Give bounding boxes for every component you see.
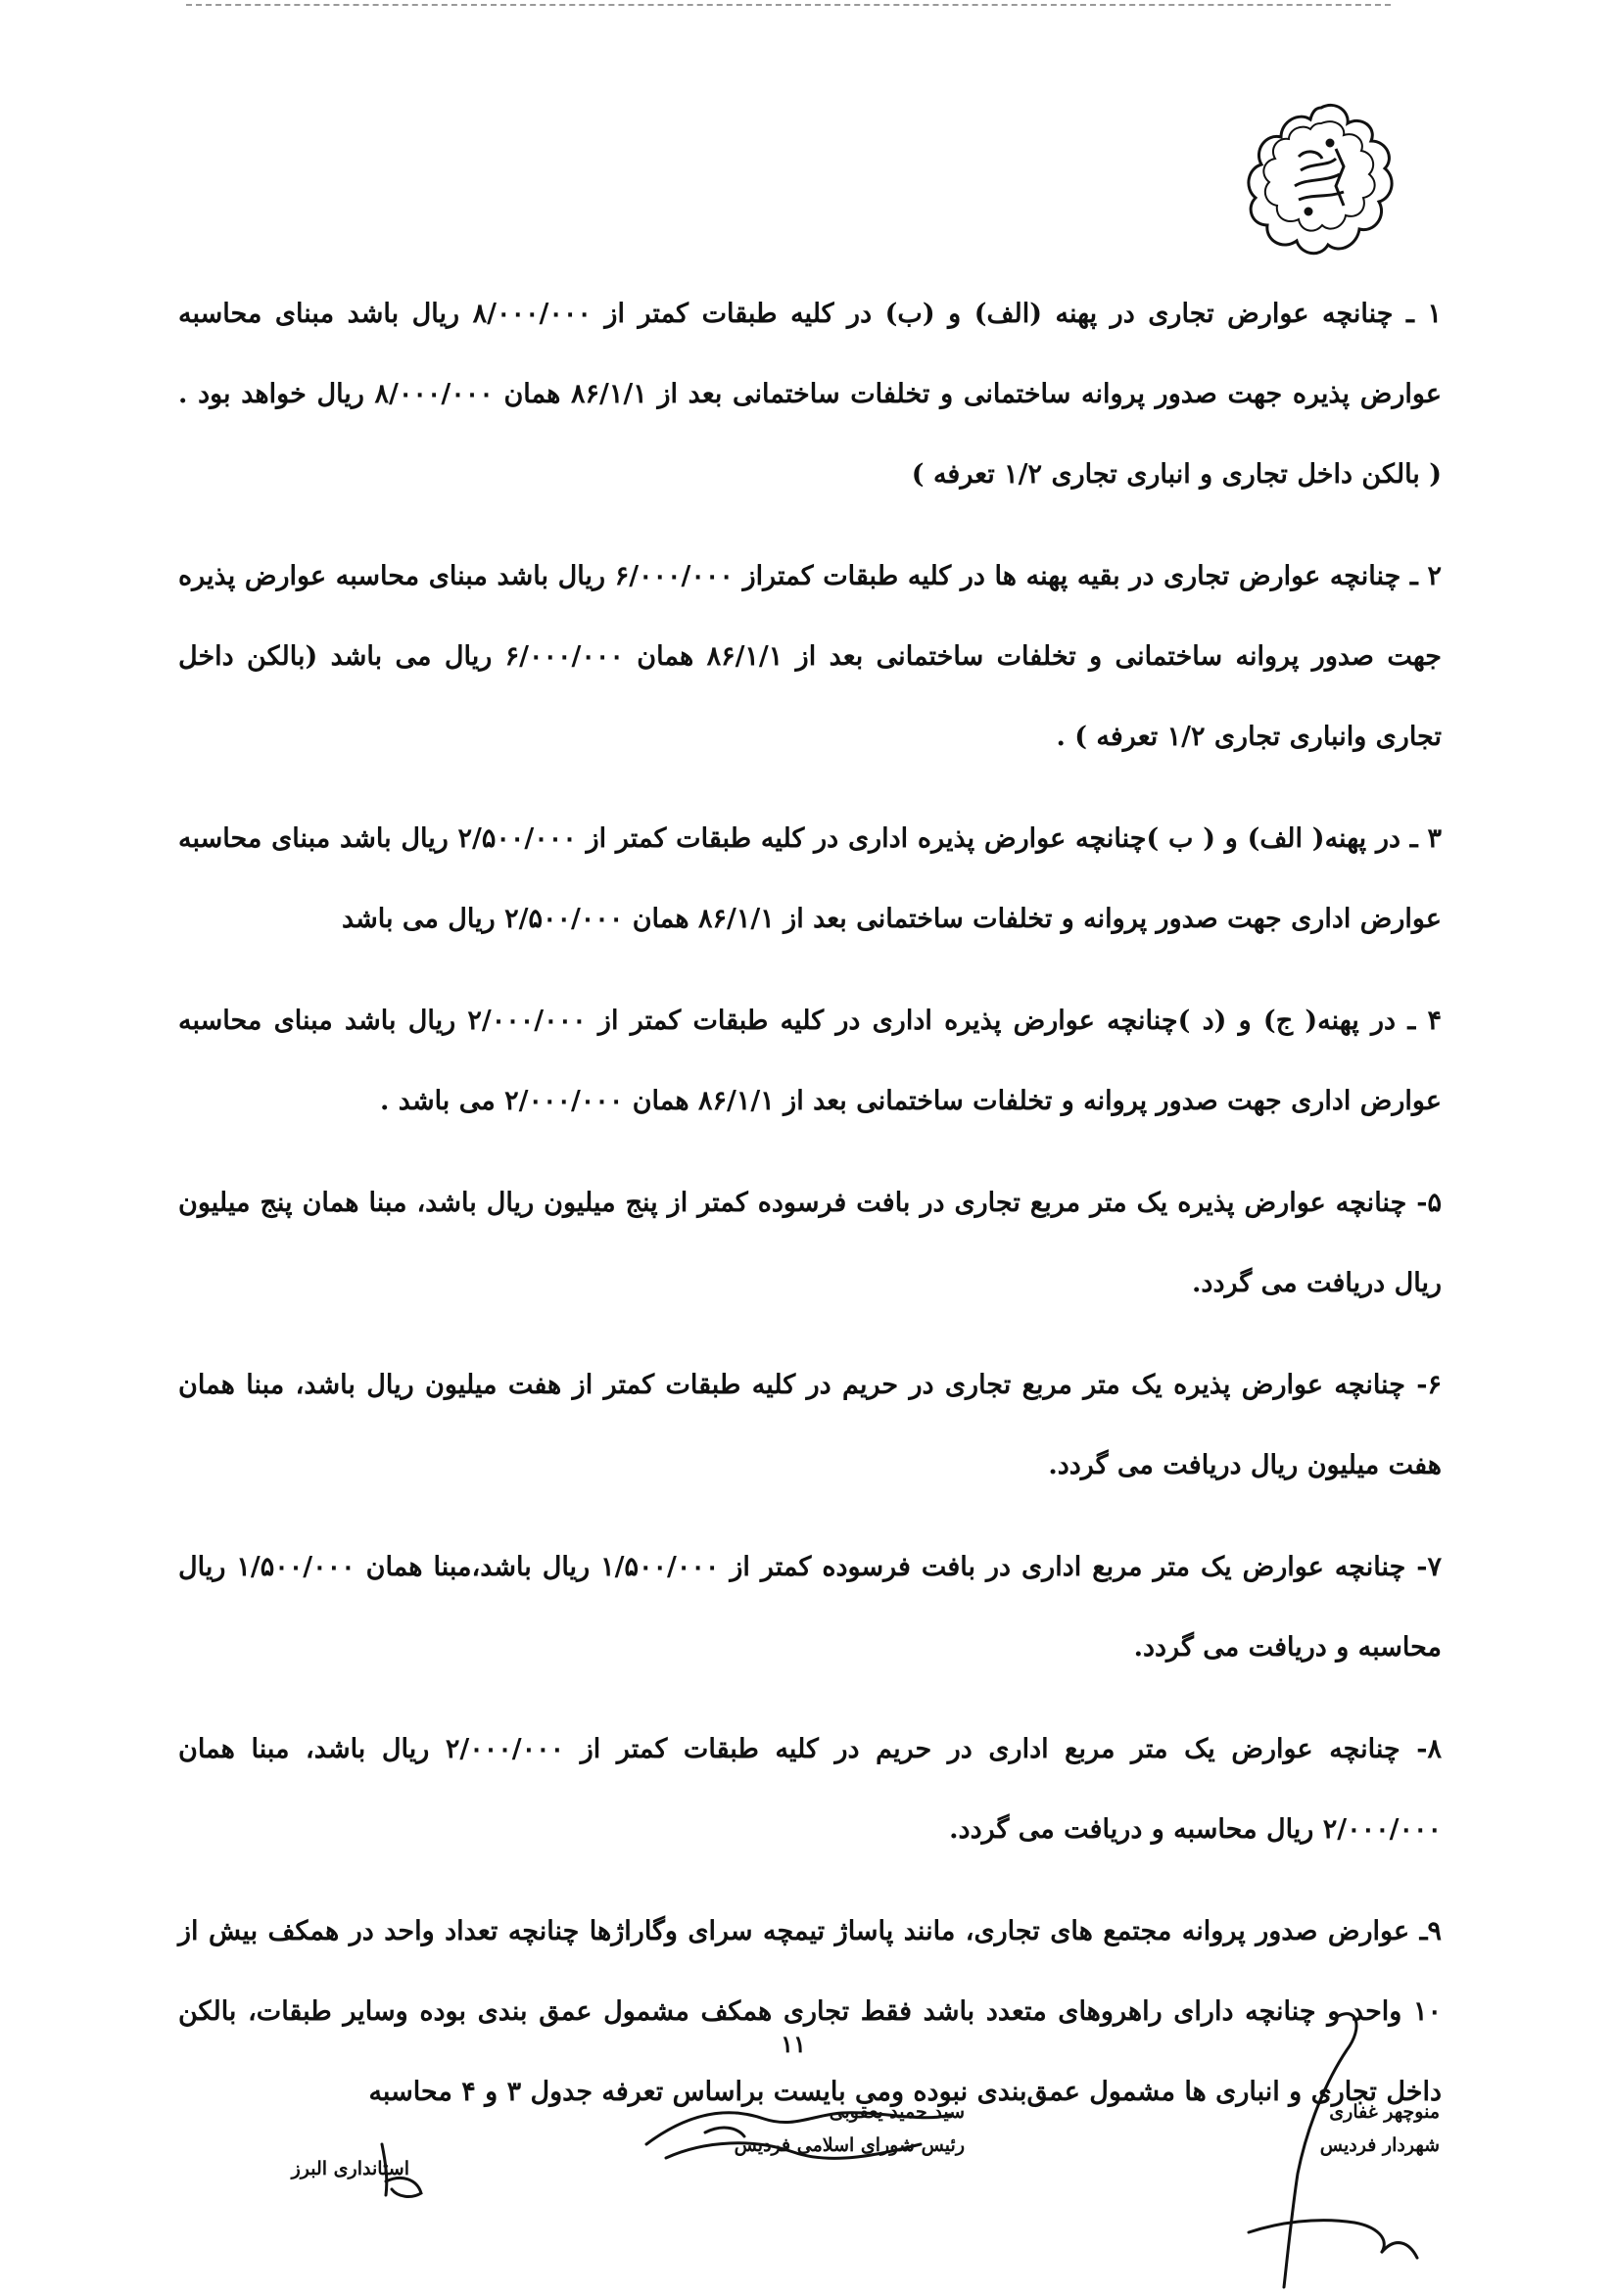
clause-1: ۱ ـ چنانچه عوارض تجاری در پهنه (الف) و (ب) در کلیه طبقات کمتر از ۸/۰۰۰/۰۰۰ ریال باشد مبنای محاسبه عوارض پذیره جهت صدور پروانه ساختمانی و تخلفات ساختمانی بعد از ۸۶/۱/۱ همان ۸/۰۰۰/۰۰۰ ریال خواهد بود . ( بالکن داخل تجاری و انباری تجاری ۱/۲ تعرفه ) bbox=[178, 299, 1442, 490]
council-chair-name: سید حمید یعقوبی bbox=[829, 2101, 965, 2123]
clause-3: ۳ ـ در پهنه( الف) و ( ب )چنانچه عوارض پذیره اداری در کلیه طبقات کمتر از ۲/۵۰۰/۰۰۰ ریال باشد مبنای محاسبه عوارض اداری جهت صدور پروانه و تخلفات ساختمانی بعد از ۸۶/۱/۱ همان ۲/۵۰۰/۰۰۰ ریال می باشد bbox=[178, 823, 1442, 934]
municipality-seal-icon bbox=[1242, 98, 1400, 262]
mayor-signature-block bbox=[1244, 2095, 1440, 2162]
clause-4: ۴ ـ در پهنه( ج) و (د )چنانچه عوارض پذیره اداری در کلیه طبقات کمتر از ۲/۰۰۰/۰۰۰ ریال باشد مبنای محاسبه عوارض اداری جهت صدور پروانه و تخلفات ساختمانی بعد از ۸۶/۱/۱ همان ۲/۰۰۰/۰۰۰ می باشد . bbox=[178, 1006, 1442, 1116]
scan-top-border bbox=[186, 4, 1391, 6]
clause-5: ۵- چنانچه عوارض پذیره یک متر مربع تجاری در بافت فرسوده کمتر از پنج میلیون ریال باشد، مبنا همان پنج میلیون ریال دریافت می گردد. bbox=[178, 1188, 1442, 1298]
clause-6: ۶- چنانچه عوارض پذیره یک متر مربع تجاری در حریم در کلیه طبقات کمتر از هفت میلیون ریال باشد، مبنا همان هفت میلیون ریال دریافت می گردد. bbox=[178, 1370, 1442, 1480]
page-number: ۱۱ bbox=[781, 2030, 806, 2058]
council-chair-title: رئیس شورای اسلامی فردیس bbox=[734, 2134, 965, 2156]
governor-signature-block bbox=[184, 2152, 409, 2185]
clause-8: ۸- چنانچه عوارض یک متر مربع اداری در حریم در کلیه طبقات کمتر از ۲/۰۰۰/۰۰۰ ریال باشد، مبنا همان ۲/۰۰۰/۰۰۰ ریال محاسبه و دریافت می گردد. bbox=[178, 1734, 1442, 1845]
mayor-title: شهردار فردیس bbox=[1319, 2134, 1440, 2156]
clause-9: ۹ـ عوارض صدور پروانه مجتمع های تجاری، مانند پاساژ تیمچه سرای وگاراژها چنانچه تعداد واحد در همکف بیش از ۱۰ واحد و چنانچه دارای راهروهای متعدد باشد فقط تجاری همکف مشمول عمق بندی بوده وسایر طبقات، بالکن داخل تجاری و انباری ها مشمول عمق‌بندی نبوده ومی بایست براساس تعرفه جدول ۳ و ۴ محاسبه bbox=[178, 1916, 1442, 2107]
council-signature-block bbox=[641, 2095, 965, 2162]
mayor-name: منوچهر غفاری bbox=[1329, 2101, 1440, 2123]
clause-2: ۲ ـ چنانچه عوارض تجاری در بقیه پهنه ها در کلیه طبقات کمتراز ۶/۰۰۰/۰۰۰ ریال باشد مبنای محاسبه عوارض پذیره جهت صدور پروانه ساختمانی و تخلفات ساختمانی بعد از ۸۶/۱/۱ همان ۶/۰۰۰/۰۰۰ ریال می باشد (بالکن داخل تجاری وانباری تجاری ۱/۲ تعرفه ) . bbox=[178, 561, 1442, 752]
clause-7: ۷- چنانچه عوارض یک متر مربع اداری در بافت فرسوده کمتر از ۱/۵۰۰/۰۰۰ ریال باشد،مبنا همان ۱/۵۰۰/۰۰۰ ریال محاسبه و دریافت می گردد. bbox=[178, 1552, 1443, 1663]
governor-title: استانداری البرز bbox=[291, 2158, 409, 2179]
document-body bbox=[178, 274, 1442, 2132]
